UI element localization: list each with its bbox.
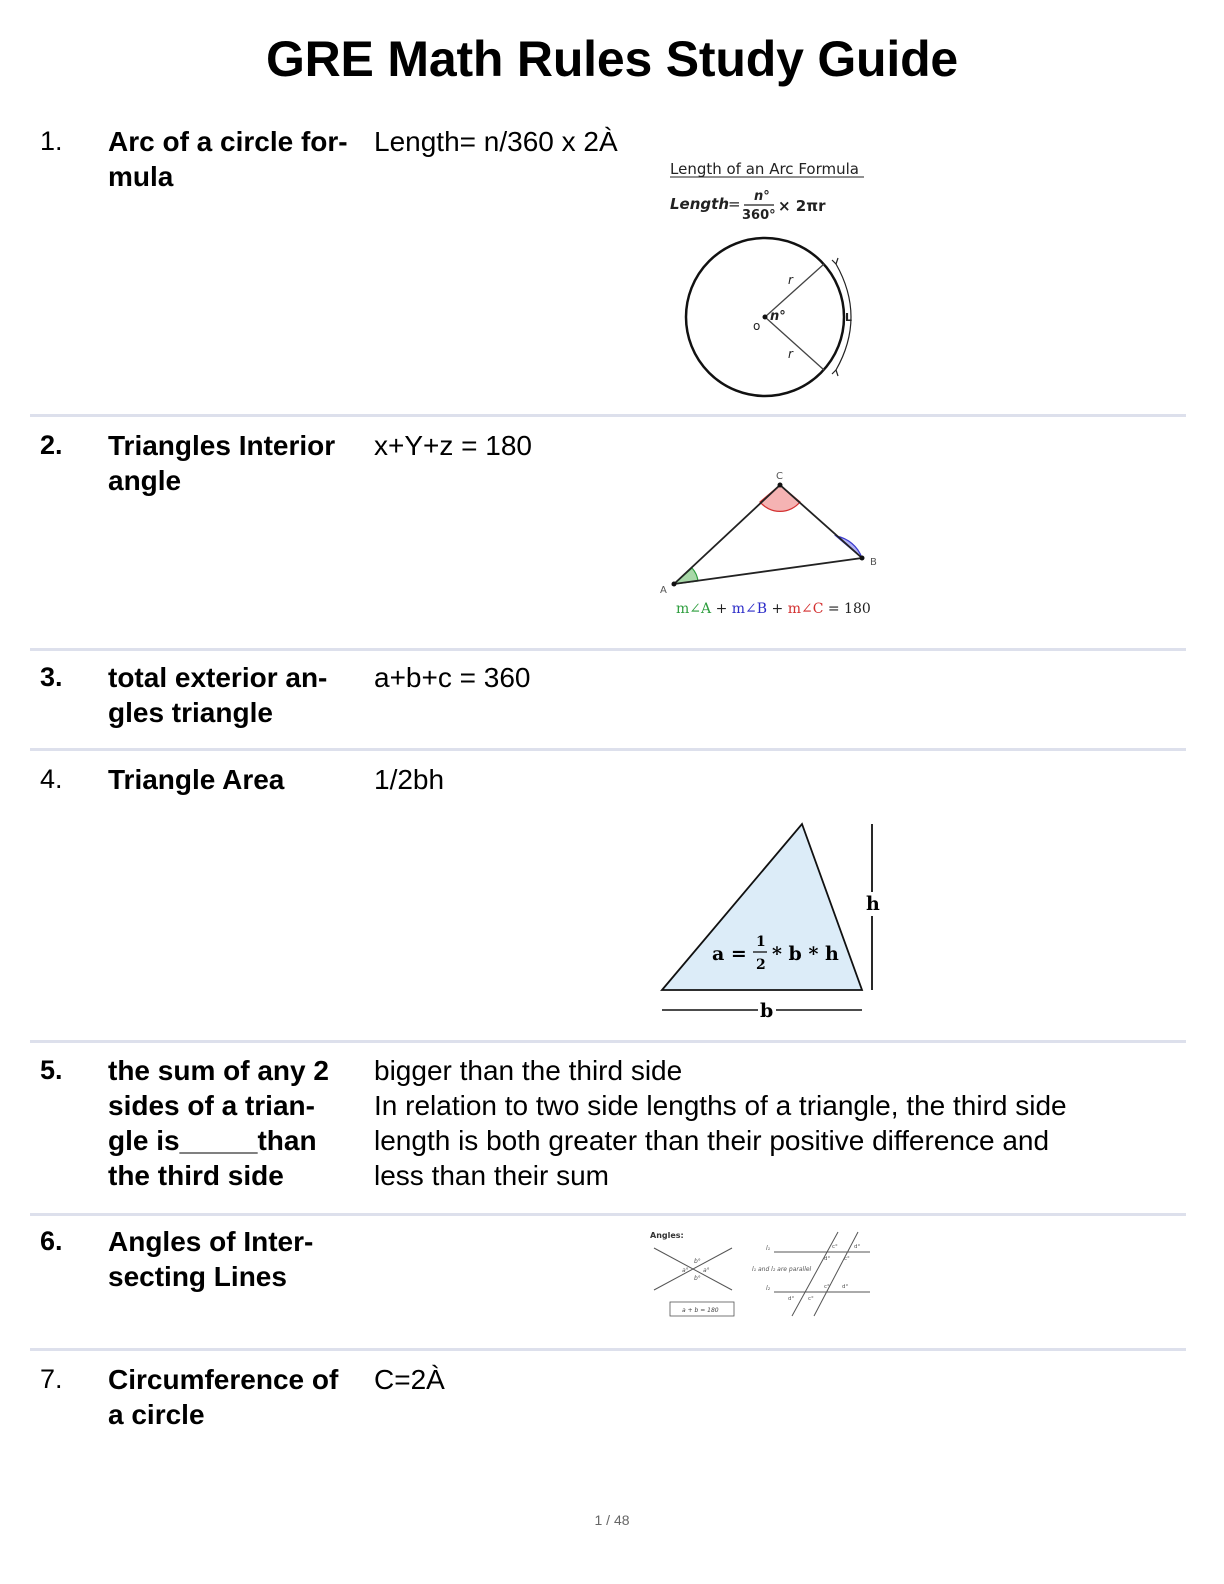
eq-angle-b: m∠B — [731, 601, 768, 617]
sum-box-label: a + b = 180 — [682, 1307, 719, 1314]
vertex-b-label: B — [870, 557, 877, 568]
arc-formula-den: 360° — [742, 208, 776, 223]
arc-formula-rhs: × 2πr — [778, 197, 826, 215]
card-term: Triangles Interior angle — [108, 430, 336, 496]
angle-label: c° — [808, 1296, 814, 1302]
vertex-point — [778, 483, 783, 488]
arc-formula-num: n° — [754, 189, 770, 204]
card-definition: x+Y+z = 180 — [374, 430, 533, 461]
vertex-point — [672, 582, 677, 587]
triangle-interior-diagram — [654, 464, 894, 624]
arc-label: L — [845, 311, 853, 324]
card-number: 2. — [40, 430, 63, 460]
card-divider — [30, 1213, 1186, 1216]
base-label: b — [760, 1000, 774, 1022]
angle-label: c° — [844, 1256, 850, 1262]
line-l2-label: l₂ — [766, 1285, 771, 1292]
card-7 — [30, 1362, 1186, 1452]
area-fraction-den: 2 — [756, 957, 766, 973]
angle-label: d° — [842, 1284, 849, 1290]
radius-line — [765, 317, 824, 370]
card-6 — [30, 1224, 1186, 1348]
angle-sum-equation — [676, 601, 871, 617]
angle-label: d° — [788, 1296, 795, 1302]
eq-total: = 180 — [823, 601, 871, 617]
radius-label: r — [788, 273, 793, 287]
arc-formula-lhs: Length — [670, 195, 729, 213]
page-title: GRE Math Rules Study Guide — [265, 31, 959, 87]
card-definition: C=2À — [374, 1364, 445, 1395]
card-divider — [30, 748, 1186, 751]
card-term: total exterior an- gles triangle — [108, 662, 328, 728]
vertex-a-label: A — [660, 585, 667, 596]
card-divider — [30, 1348, 1186, 1351]
parallel-note: l₁ and l₂ are parallel — [752, 1266, 812, 1273]
card-definition: 1/2bh — [374, 764, 445, 795]
height-label: h — [866, 893, 880, 915]
angle-label: a° — [682, 1267, 689, 1274]
card-number: 3. — [40, 662, 63, 692]
area-formula-rhs: * b * h — [772, 943, 839, 965]
card-2 — [30, 428, 1186, 648]
vertex-c-label: C — [776, 471, 783, 482]
card-4 — [30, 762, 1186, 1040]
card-3 — [30, 660, 1186, 748]
angles-diagram — [648, 1228, 874, 1320]
eq-angle-c: m∠C — [787, 601, 824, 617]
angle-label: d° — [854, 1244, 861, 1250]
card-number: 6. — [40, 1226, 63, 1256]
card-number: 7. — [40, 1364, 63, 1394]
eq-plus: + — [767, 601, 788, 617]
card-number: 5. — [40, 1055, 63, 1085]
center-label: o — [753, 319, 761, 333]
card-number: 1. — [40, 126, 63, 156]
angle-label: a° — [703, 1267, 710, 1274]
area-fraction-num: 1 — [756, 934, 766, 950]
radius-label: r — [788, 347, 793, 361]
card-term: Angles of Inter- secting Lines — [108, 1226, 314, 1292]
eq-plus: + — [711, 601, 732, 617]
arc-heading: Length of an Arc Formula — [670, 160, 859, 178]
angle-label: c° — [824, 1284, 830, 1290]
vertex-point — [860, 556, 865, 561]
triangle-area-diagram — [656, 820, 888, 1026]
card-1 — [30, 124, 1186, 414]
card-number: 4. — [40, 764, 63, 794]
card-term: the sum of any 2 sides of a trian- gle is_____than the third side — [108, 1055, 329, 1191]
card-definition: Length= n/360 x 2À — [374, 126, 618, 157]
area-formula-lhs: a = — [712, 943, 747, 965]
angle-label: b° — [694, 1275, 701, 1282]
card-5 — [30, 1053, 1186, 1213]
line-l1-label: l₁ — [766, 1245, 771, 1252]
center-point — [763, 315, 768, 320]
eq-angle-a: m∠A — [676, 601, 712, 617]
angle-label: b° — [694, 1258, 701, 1265]
card-divider — [30, 648, 1186, 651]
arrow-head-icon — [832, 258, 838, 264]
arrow-head-icon — [832, 370, 838, 376]
card-definition: bigger than the third side In relation to two side lengths of a triangle, the third side length is both greater than their positive difference and less than their sum — [374, 1055, 1067, 1191]
card-divider — [30, 1040, 1186, 1043]
card-definition: a+b+c = 360 — [374, 662, 531, 693]
angle-label: c° — [832, 1244, 838, 1250]
card-term: Arc of a circle for- mula — [108, 126, 348, 192]
card-term: Triangle Area — [108, 764, 285, 795]
arc-length-diagram — [666, 156, 876, 400]
angles-heading: Angles: — [650, 1231, 684, 1240]
card-term: Circumference of a circle — [108, 1364, 339, 1430]
angle-label: n° — [770, 309, 786, 324]
angle-label: d° — [824, 1256, 831, 1262]
card-divider — [30, 414, 1186, 417]
page-counter: 1 / 48 — [594, 1512, 630, 1528]
arc-formula-eq: = — [728, 195, 741, 213]
